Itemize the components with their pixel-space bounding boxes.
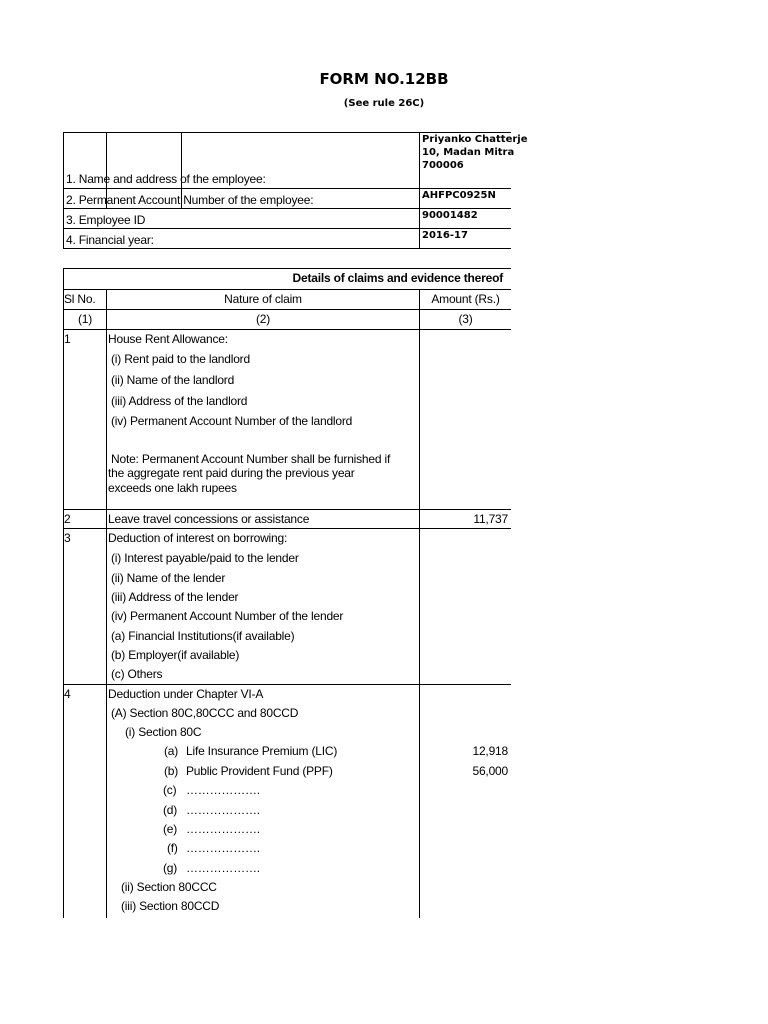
col-number-2: (2) [255, 312, 271, 326]
chapter6a-sl-no: 4 [64, 687, 71, 701]
ppf-letter: (b) [164, 764, 179, 778]
employee-pan-value: AHFPC0925N [422, 190, 496, 201]
section-80c-label: (i) Section 80C [125, 725, 202, 739]
interest-employer: (b) Employer(if available) [111, 648, 240, 662]
col-header-amount: Amount (Rs.) [431, 292, 500, 306]
lta-sl-no: 2 [64, 512, 71, 526]
hra-note-line1: Note: Permanent Account Number shall be furnished if [111, 452, 391, 466]
section-80ccd-label: (iii) Section 80CCD [121, 899, 220, 913]
ppf-label: Public Provident Fund (PPF) [186, 764, 333, 778]
item-e-letter: (e) [163, 822, 178, 836]
section-80ccc-label: (ii) Section 80CCC [121, 880, 217, 894]
employee-pan-label: 2. Permanent Account Number of the employee: [66, 193, 314, 207]
item-c-letter: (c) [163, 783, 177, 797]
interest-financial-institutions: (a) Financial Institutions(if available) [111, 629, 295, 643]
hra-landlord-address: (iii) Address of the landlord [111, 394, 248, 408]
employee-name-label: 1. Name and address of the employee: [66, 172, 266, 186]
hra-note-line3: exceeds one lakh rupees [108, 481, 237, 495]
interest-lender-pan: (iv) Permanent Account Number of the lender [111, 609, 344, 623]
interest-payable: (i) Interest payable/paid to the lender [111, 551, 299, 565]
interest-others: (c) Others [111, 667, 163, 681]
item-g-blank: ………………. [186, 861, 260, 875]
lic-letter: (a) [164, 744, 179, 758]
financial-year-value: 2016-17 [422, 230, 468, 241]
financial-year-label: 4. Financial year: [66, 233, 154, 247]
hra-landlord-name: (ii) Name of the landlord [111, 373, 235, 387]
col-header-nature: Nature of claim [224, 292, 302, 306]
form-title: FORM NO.12BB [319, 70, 449, 88]
item-e-blank: ………………. [186, 822, 260, 836]
hra-title: House Rent Allowance: [108, 332, 228, 346]
claims-section-title: Details of claims and evidence thereof [292, 271, 503, 285]
hra-landlord-pan: (iv) Permanent Account Number of the landlord [111, 414, 353, 428]
item-c-blank: ………………. [186, 783, 260, 797]
item-d-letter: (d) [163, 803, 178, 817]
employee-name-address [422, 134, 528, 188]
col-header-sl-no: Sl No. [64, 292, 96, 306]
lic-amount: 12,918 [472, 744, 508, 758]
employee-id-value: 90001482 [422, 210, 478, 221]
hra-note-line2: the aggregate rent paid during the previous year [108, 466, 355, 480]
item-f-letter: (f) [167, 841, 178, 855]
employee-id-label: 3. Employee ID [66, 213, 146, 227]
interest-title: Deduction of interest on borrowing: [108, 531, 288, 545]
ppf-amount: 56,000 [472, 764, 508, 778]
col-number-1: (1) [77, 312, 93, 326]
item-d-blank: ………………. [186, 803, 260, 817]
section-a-80c-80ccc-80ccd: (A) Section 80C,80CCC and 80CCD [111, 706, 299, 720]
lic-label: Life Insurance Premium (LIC) [186, 744, 338, 758]
col-number-3: (3) [458, 312, 473, 326]
employee-name-line2: 10, Madan Mitra [422, 147, 515, 158]
employee-name-line1: Priyanko Chatterje [422, 134, 528, 145]
interest-lender-address: (iii) Address of the lender [111, 590, 239, 604]
item-g-letter: (g) [163, 861, 178, 875]
employee-name-line3: 700006 [422, 160, 464, 171]
item-f-blank: ………………. [186, 841, 260, 855]
chapter6a-title: Deduction under Chapter VI-A [108, 687, 264, 701]
rule-reference: (See rule 26C) [343, 98, 425, 109]
lta-amount: 11,737 [473, 512, 508, 526]
hra-rent-paid: (i) Rent paid to the landlord [111, 352, 250, 366]
interest-lender-name: (ii) Name of the lender [111, 571, 226, 585]
hra-sl-no: 1 [64, 332, 71, 346]
lta-title: Leave travel concessions or assistance [108, 512, 310, 526]
interest-sl-no: 3 [64, 531, 71, 545]
